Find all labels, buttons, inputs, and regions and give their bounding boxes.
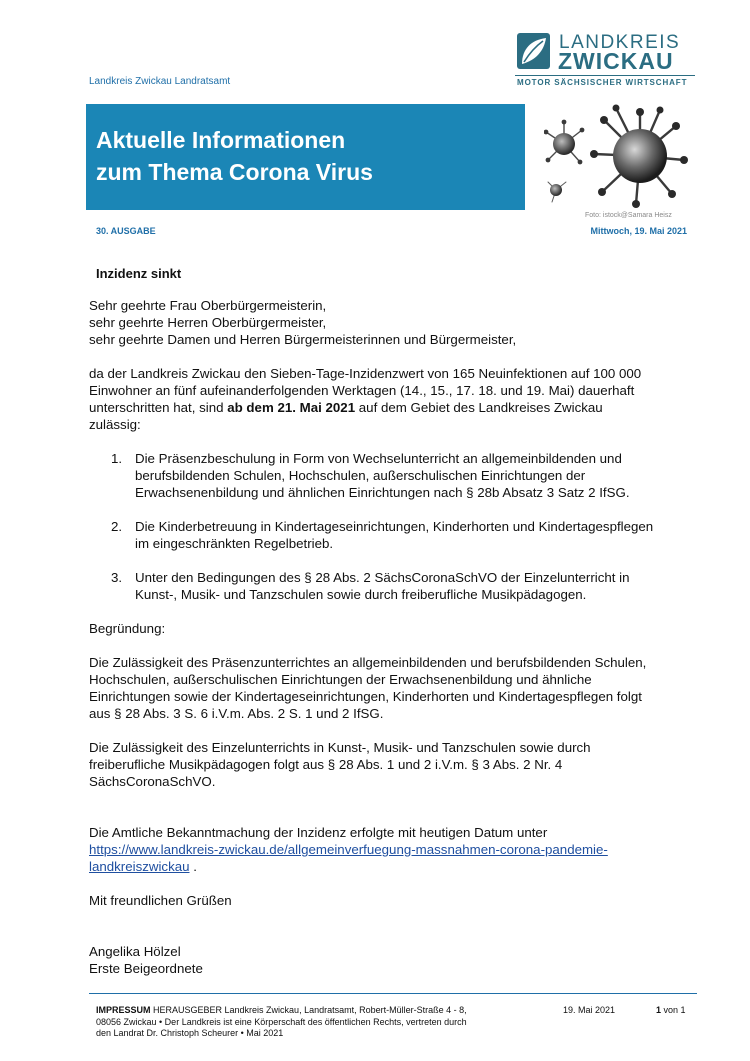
salutation — [89, 297, 689, 348]
list-item — [89, 569, 689, 603]
reason-label-text: Begründung: — [89, 621, 166, 636]
virus-illustration-icon — [544, 104, 690, 210]
office-name: Landkreis Zwickau Landratsamt — [89, 76, 231, 87]
logo-line-landkreis: LANDKREIS — [559, 32, 681, 53]
signer-title: Erste Beigeordnete — [89, 961, 203, 976]
reason-line: Die Zulässigkeit des Einzelunterrichts in Kunst-, Musik- und Tanzschulen sowie durch — [89, 740, 591, 755]
footer-date: 19. Mai 2021 — [563, 1005, 616, 1015]
reason-label — [89, 620, 689, 637]
list-item-text — [135, 450, 689, 501]
corona-virus-image — [544, 104, 690, 210]
logo-tagline: MOTOR SÄCHSISCHER WIRTSCHAFT — [517, 78, 688, 87]
footer-line — [96, 1005, 526, 1017]
list-line: Die Präsenzbeschulung in Form von Wechselunterricht an allgemeinbildenden und — [135, 451, 622, 466]
list-line: Unter den Bedingungen des § 28 Abs. 2 SächsCoronaSchVO der Einzelunterricht in — [135, 570, 630, 585]
notice-paragraph — [89, 824, 689, 875]
logo-divider — [515, 75, 695, 76]
list-line: Erwachsenenbildung und ähnlichen Einrichtungen nach § 28b Absatz 3 Satz 2 IfSG. — [135, 485, 630, 500]
reason-paragraph-2 — [89, 739, 689, 790]
notice-link-line — [89, 841, 689, 858]
footer-line: 08056 Zwickau • Der Landkreis ist eine Körperschaft des öffentlichen Rechts, vertreten durch — [96, 1016, 467, 1027]
title-banner — [86, 104, 525, 210]
salutation-line: Sehr geehrte Frau Oberbürgermeisterin, — [89, 298, 327, 313]
intro-paragraph — [89, 365, 689, 433]
footer-line: den Landrat Dr. Christoph Scheurer • Mai 2021 — [96, 1028, 284, 1038]
banner-title-line-2: zum Thema Corona Virus — [96, 159, 373, 185]
logo-line-zwickau: ZWICKAU — [558, 48, 674, 74]
salutation-line: sehr geehrte Herren Oberbürgermeister, — [89, 315, 327, 330]
reason-line: aus § 28 Abs. 3 S. 6 i.V.m. Abs. 2 S. 1 und 2 IfSG. — [89, 706, 384, 721]
banner-title — [96, 124, 373, 188]
link-suffix: . — [189, 859, 197, 874]
banner-title-line-1: Aktuelle Informationen — [96, 127, 346, 153]
intro-text: auf dem Gebiet des Landkreises Zwickau — [355, 400, 603, 415]
measures-list — [89, 450, 689, 603]
list-line: Kunst-, Musik- und Tanzschulen sowie durch freiberufliche Musikpädagogen. — [135, 587, 587, 602]
list-number: 2. — [111, 519, 123, 534]
reason-line: SächsCoronaSchVO. — [89, 774, 216, 789]
footer-impressum — [96, 1005, 526, 1040]
list-item-text — [135, 518, 689, 552]
reason-line: Hochschulen, außerschulischen Einrichtungen der Erwachsenenbildung und ähnliche — [89, 672, 592, 687]
intro-line: da der Landkreis Zwickau den Sieben-Tage-Inzidenzwert von 165 Neuinfektionen auf 100 000 — [89, 366, 642, 381]
intro-text: unterschritten hat, sind — [89, 400, 228, 415]
reason-line: Einrichtungen sowie der Kindertageseinrichtungen, Kinderhorten und Kindertagespflegen folgt — [89, 689, 642, 704]
closing-text: Mit freundlichen Grüßen — [89, 893, 232, 908]
list-line: berufsbildenden Schulen, Hochschulen, außerschulischen Einrichtungen der — [135, 468, 586, 483]
spacer — [89, 807, 689, 824]
issue-number: 30. AUSGABE — [96, 226, 156, 236]
reason-paragraph-1 — [89, 654, 689, 722]
announcement-link-continued[interactable]: landkreiszwickau — [89, 859, 190, 874]
salutation-line: sehr geehrte Damen und Herren Bürgermeisterinnen und Bürgermeister, — [89, 332, 517, 347]
reason-line: freiberufliche Musikpädagogen folgt aus § 28 Abs. 1 und 2 i.V.m. § 3 Abs. 2 Nr. 4 — [89, 757, 563, 772]
list-item — [89, 450, 689, 501]
list-line: Die Kinderbetreuung in Kindertageseinrichtungen, Kinderhorten und Kindertagespflegen — [135, 519, 654, 534]
intro-line — [89, 399, 689, 416]
issue-date: Mittwoch, 19. Mai 2021 — [590, 226, 687, 236]
page-number — [656, 1005, 686, 1015]
intro-line: Einwohner an fünf aufeinanderfolgenden Werktagen (14., 15., 17. 18. und 19. Mai) dauerhaft — [89, 383, 635, 398]
landkreis-zwickau-logo — [515, 30, 695, 92]
page-total: von 1 — [661, 1005, 686, 1015]
list-number: 1. — [111, 451, 123, 466]
letter-body — [89, 297, 689, 994]
leaf-logo-icon — [517, 33, 550, 69]
page-current: 1 — [656, 1005, 662, 1015]
notice-text: Die Amtliche Bekanntmachung der Inzidenz erfolgte mit heutigen Datum unter — [89, 825, 548, 840]
footer-divider — [89, 993, 697, 994]
footer-text: HERAUSGEBER Landkreis Zwickau, Landratsamt, Robert-Müller-Straße 4 - 8, — [150, 1005, 467, 1015]
list-number: 3. — [111, 570, 123, 585]
article-heading: Inzidenz sinkt — [96, 266, 182, 281]
intro-line: zulässig: — [89, 417, 141, 432]
signature — [89, 943, 689, 977]
reason-line: Die Zulässigkeit des Präsenzunterrichtes an allgemeinbildenden und berufsbildenden Schulen, — [89, 655, 647, 670]
notice-link-line — [89, 858, 689, 875]
announcement-link[interactable]: https://www.landkreis-zwickau.de/allgemeinverfuegung-massnahmen-corona-pandemie- — [89, 842, 608, 857]
signer-name: Angelika Hölzel — [89, 944, 181, 959]
list-item — [89, 518, 689, 552]
effective-date: ab dem 21. Mai 2021 — [227, 400, 356, 415]
photo-credit: Foto: istock@Samara Heisz — [585, 212, 672, 219]
closing — [89, 892, 689, 909]
spacer — [89, 926, 689, 943]
list-item-text — [135, 569, 689, 603]
impressum-label: IMPRESSUM — [96, 1005, 151, 1015]
list-line: im eingeschränkten Regelbetrieb. — [135, 536, 334, 551]
